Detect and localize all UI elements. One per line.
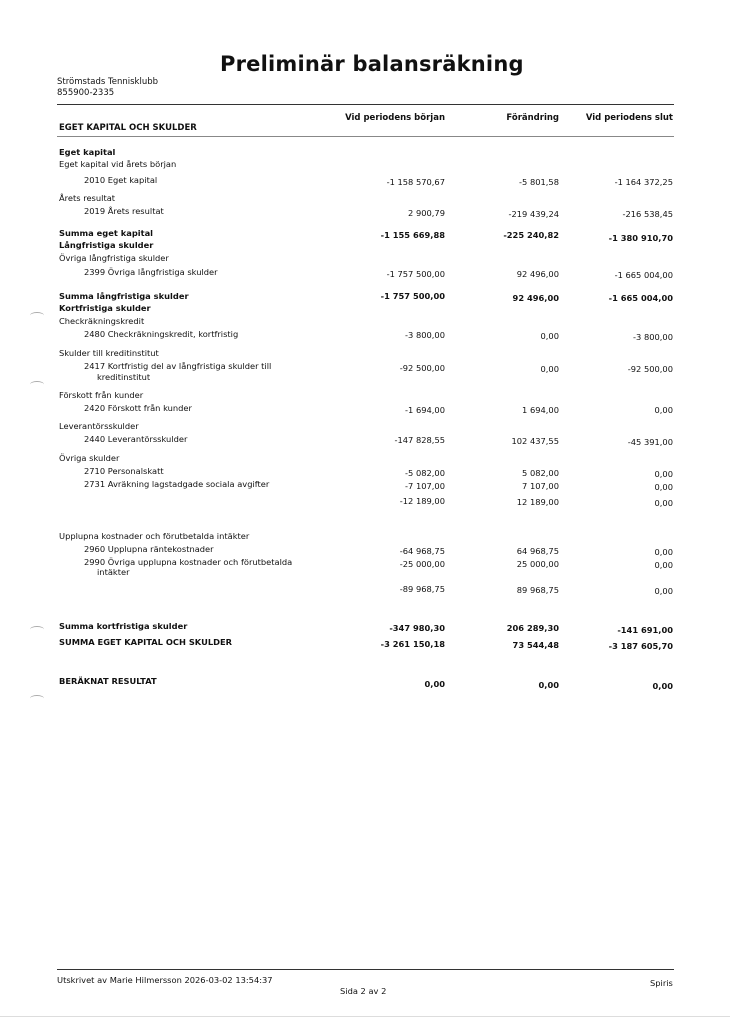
- footer-brand: Spiris: [650, 978, 673, 988]
- organization-info: [57, 77, 158, 99]
- row-label: Summa långfristiga skulder: [59, 291, 189, 301]
- row-label: 2960 Upplupna räntekostnader: [84, 544, 214, 554]
- footer-printed-by: Utskrivet av Marie Hilmersson 2026-03-02 13:54:37: [57, 975, 273, 985]
- value-start: -1 757 500,00: [386, 269, 445, 279]
- row-label: Upplupna kostnader och förutbetalda intäkter: [59, 531, 250, 541]
- value-start: -3 261 150,18: [380, 639, 445, 649]
- value-change: -225 240,82: [503, 230, 559, 240]
- section-rule: [57, 136, 674, 137]
- row-label: Övriga långfristiga skulder: [59, 253, 169, 263]
- row-label: 2399 Övriga långfristiga skulder: [84, 267, 218, 277]
- header-rule: [57, 104, 674, 105]
- organization-number: 855900-2335: [57, 88, 115, 98]
- value-start: -3 800,00: [405, 330, 445, 340]
- value-start: -64 968,75: [399, 546, 445, 556]
- table-row: [0, 544, 730, 557]
- row-label: 2440 Leverantörsskulder: [84, 434, 188, 444]
- value-start: -147 828,55: [394, 435, 445, 445]
- table-row: [0, 637, 730, 650]
- organization-name: Strömstads Tennisklubb: [57, 77, 159, 87]
- value-change: 92 496,00: [512, 293, 559, 303]
- row-label: Eget kapital vid årets början: [59, 159, 177, 169]
- value-start: 2 900,79: [408, 208, 445, 218]
- footer-rule: [57, 969, 674, 970]
- row-label: 2990 Övriga upplupna kostnader och förutbetalda: [84, 557, 293, 567]
- table-row: [0, 496, 730, 509]
- row-label: 2019 Årets resultat: [84, 206, 164, 216]
- value-end: -45 391,00: [627, 437, 673, 447]
- row-label: Leverantörsskulder: [59, 421, 139, 431]
- table-row: [0, 303, 730, 316]
- punch-mark: [30, 381, 44, 388]
- table-row: [0, 479, 730, 492]
- row-label: 2731 Avräkning lagstadgade sociala avgifter: [84, 479, 270, 489]
- row-label: Summa eget kapital: [59, 228, 154, 238]
- row-label: Skulder till kreditinstitut: [59, 348, 159, 358]
- row-label: kreditinstitut: [97, 372, 151, 382]
- section-heading: EGET KAPITAL OCH SKULDER: [59, 123, 197, 133]
- row-label: SUMMA EGET KAPITAL OCH SKULDER: [59, 637, 233, 647]
- value-end: 0,00: [652, 681, 673, 691]
- value-start: -1 158 570,67: [386, 177, 445, 187]
- value-end: 0,00: [654, 560, 673, 570]
- row-label: Långfristiga skulder: [59, 240, 154, 250]
- value-change: 5 082,00: [522, 468, 559, 478]
- table-row: [0, 193, 730, 206]
- punch-mark: [30, 626, 44, 633]
- value-start: -12 189,00: [399, 496, 445, 506]
- value-change: 89 968,75: [516, 585, 559, 595]
- table-row: [0, 372, 730, 385]
- table-row: [0, 567, 730, 580]
- value-start: 0,00: [424, 679, 445, 689]
- value-start: -7 107,00: [405, 481, 445, 491]
- value-change: 25 000,00: [516, 559, 559, 569]
- value-start: -1 757 500,00: [380, 291, 445, 301]
- value-change: -219 439,24: [508, 209, 559, 219]
- row-label: Checkräkningskredit: [59, 316, 145, 326]
- value-end: -1 665 004,00: [614, 270, 673, 280]
- value-end: 0,00: [654, 547, 673, 557]
- punch-mark: [30, 312, 44, 319]
- column-header-change: Förändring: [506, 113, 559, 123]
- value-end: 0,00: [654, 482, 673, 492]
- value-change: 7 107,00: [522, 481, 559, 491]
- column-header-end: Vid periodens slut: [585, 113, 673, 123]
- table-row: [0, 240, 730, 253]
- row-label: Eget kapital: [59, 147, 116, 157]
- row-label: 2710 Personalskatt: [84, 466, 164, 476]
- table-row: [0, 329, 730, 342]
- value-end: 0,00: [654, 586, 673, 596]
- value-change: 102 437,55: [511, 436, 559, 446]
- value-end: -1 665 004,00: [608, 293, 673, 303]
- row-label: BERÄKNAT RESULTAT: [59, 676, 157, 686]
- value-change: 64 968,75: [516, 546, 559, 556]
- row-label: 2420 Förskott från kunder: [84, 403, 192, 413]
- value-start: -89 968,75: [399, 584, 445, 594]
- table-row: [0, 434, 730, 447]
- value-end: -1 164 372,25: [614, 177, 673, 187]
- value-end: -92 500,00: [627, 364, 673, 374]
- table-row: [0, 466, 730, 479]
- footer-page-number: Sida 2 av 2: [340, 986, 387, 996]
- value-start: -1 694,00: [405, 405, 445, 415]
- row-label: Summa kortfristiga skulder: [59, 621, 188, 631]
- value-end: -3 187 605,70: [608, 641, 673, 651]
- value-end: -3 800,00: [633, 332, 673, 342]
- value-change: 0,00: [540, 364, 559, 374]
- row-label: Årets resultat: [59, 193, 116, 203]
- value-change: 92 496,00: [516, 269, 559, 279]
- table-row: [0, 453, 730, 466]
- value-change: 0,00: [538, 680, 559, 690]
- table-row: [0, 206, 730, 219]
- row-label: Förskott från kunder: [59, 390, 144, 400]
- page-edge: [0, 1016, 730, 1017]
- value-end: 0,00: [654, 405, 673, 415]
- value-end: -216 538,45: [622, 209, 673, 219]
- value-change: 0,00: [540, 331, 559, 341]
- value-end: -141 691,00: [617, 625, 673, 635]
- value-start: -25 000,00: [399, 559, 445, 569]
- table-row: [0, 621, 730, 634]
- table-row: [0, 316, 730, 329]
- table-row: [0, 267, 730, 280]
- value-end: 0,00: [654, 469, 673, 479]
- punch-mark: [30, 695, 44, 702]
- value-start: -5 082,00: [405, 468, 445, 478]
- table-row: [0, 390, 730, 403]
- row-label: intäkter: [97, 567, 130, 577]
- row-label: Kortfristiga skulder: [59, 303, 151, 313]
- table-row: [0, 421, 730, 434]
- value-end: 0,00: [654, 498, 673, 508]
- column-header-start: Vid periodens början: [345, 113, 445, 123]
- value-change: 1 694,00: [522, 405, 559, 415]
- value-start: -92 500,00: [399, 363, 445, 373]
- value-change: -5 801,58: [519, 177, 559, 187]
- table-row: [0, 348, 730, 361]
- row-label: 2480 Checkräkningskredit, kortfristig: [84, 329, 239, 339]
- value-change: 12 189,00: [516, 497, 559, 507]
- table-row: [0, 159, 730, 172]
- value-start: -1 155 669,88: [380, 230, 445, 240]
- table-row: [0, 253, 730, 266]
- value-start: -347 980,30: [389, 623, 445, 633]
- row-label: Övriga skulder: [59, 453, 120, 463]
- value-change: 206 289,30: [506, 623, 559, 633]
- table-row: [0, 676, 730, 689]
- value-change: 73 544,48: [512, 640, 559, 650]
- table-row: [0, 403, 730, 416]
- page-title: Preliminär balansräkning: [220, 52, 524, 76]
- table-row: [0, 584, 730, 597]
- row-label: 2010 Eget kapital: [84, 175, 158, 185]
- table-row: [0, 175, 730, 188]
- value-end: -1 380 910,70: [608, 233, 673, 243]
- row-label: 2417 Kortfristig del av långfristiga skulder till: [84, 361, 272, 371]
- table-row: [0, 531, 730, 544]
